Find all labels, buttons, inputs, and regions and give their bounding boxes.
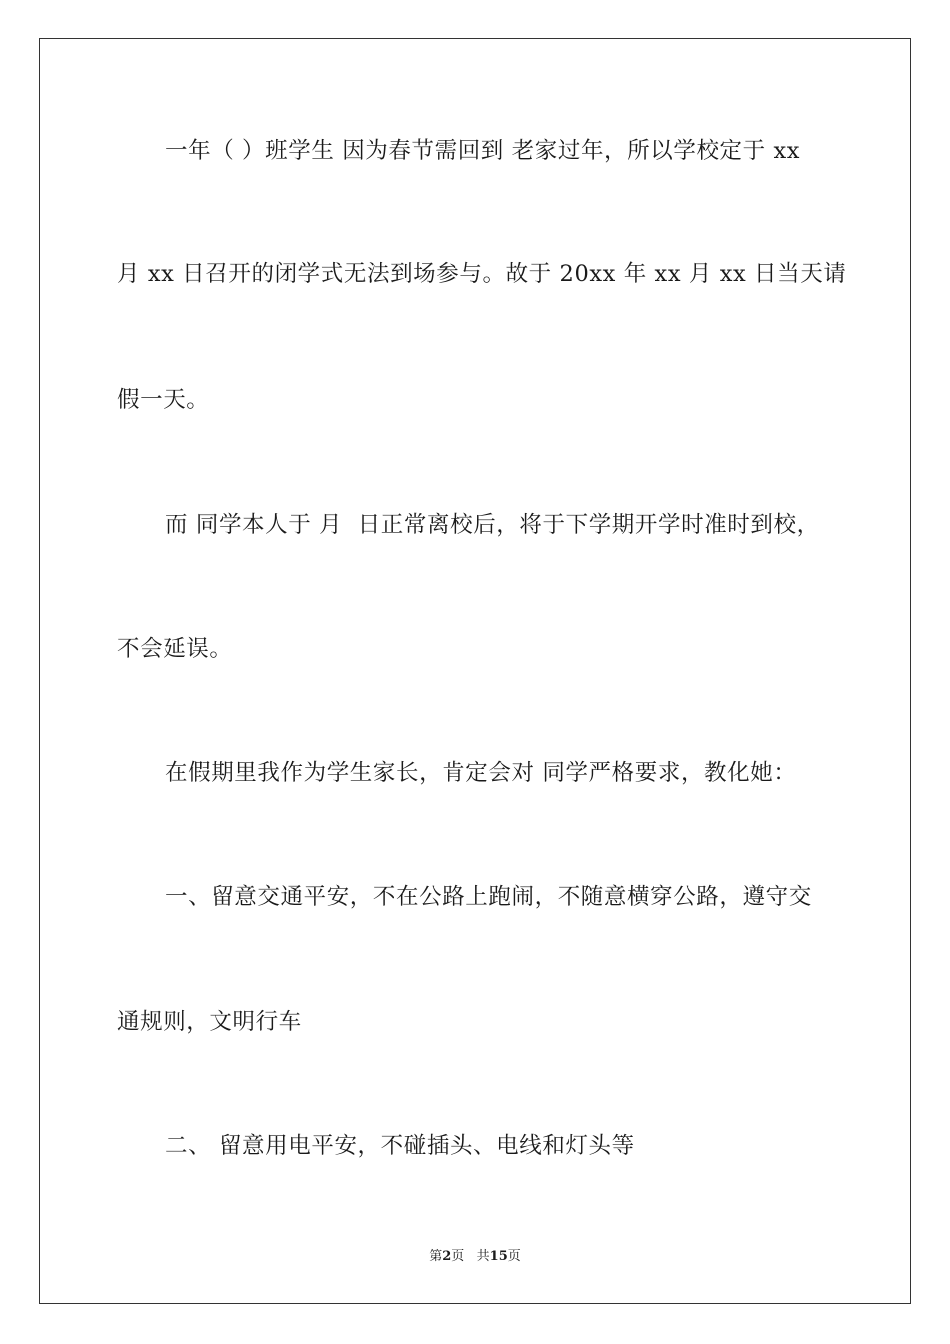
- page-frame: [39, 38, 911, 1304]
- footer-middle: 页 共: [451, 1249, 490, 1264]
- text-line-3: 假一天。: [117, 387, 210, 413]
- text-line-9: 二、 留意用电平安，不碰插头、电线和灯头等: [165, 1133, 635, 1159]
- footer-total-pages: 15: [489, 1249, 508, 1264]
- text-line-5: 不会延误。: [117, 636, 233, 662]
- footer-suffix: 页: [507, 1249, 521, 1264]
- text-line-8: 通规则，文明行车: [117, 1009, 302, 1035]
- footer-prefix: 第: [429, 1249, 443, 1264]
- footer-page-number: 2: [442, 1249, 452, 1264]
- text-line-2: 月 xx 日召开的闭学式无法到场参与。故于 20xx 年 xx 月 xx 日当天请: [117, 261, 847, 287]
- text-line-6: 在假期里我作为学生家长，肯定会对 同学严格要求，教化她：: [165, 760, 797, 786]
- text-line-4: 而 同学本人于 月 日正常离校后，将于下学期开学时准时到校，: [165, 512, 820, 538]
- page-footer: [0, 1248, 950, 1266]
- text-line-7: 一、留意交通平安，不在公路上跑闹，不随意横穿公路，遵守交: [165, 884, 812, 910]
- text-line-1: 一年（ ）班学生 因为春节需回到 老家过年，所以学校定于 xx: [165, 138, 801, 164]
